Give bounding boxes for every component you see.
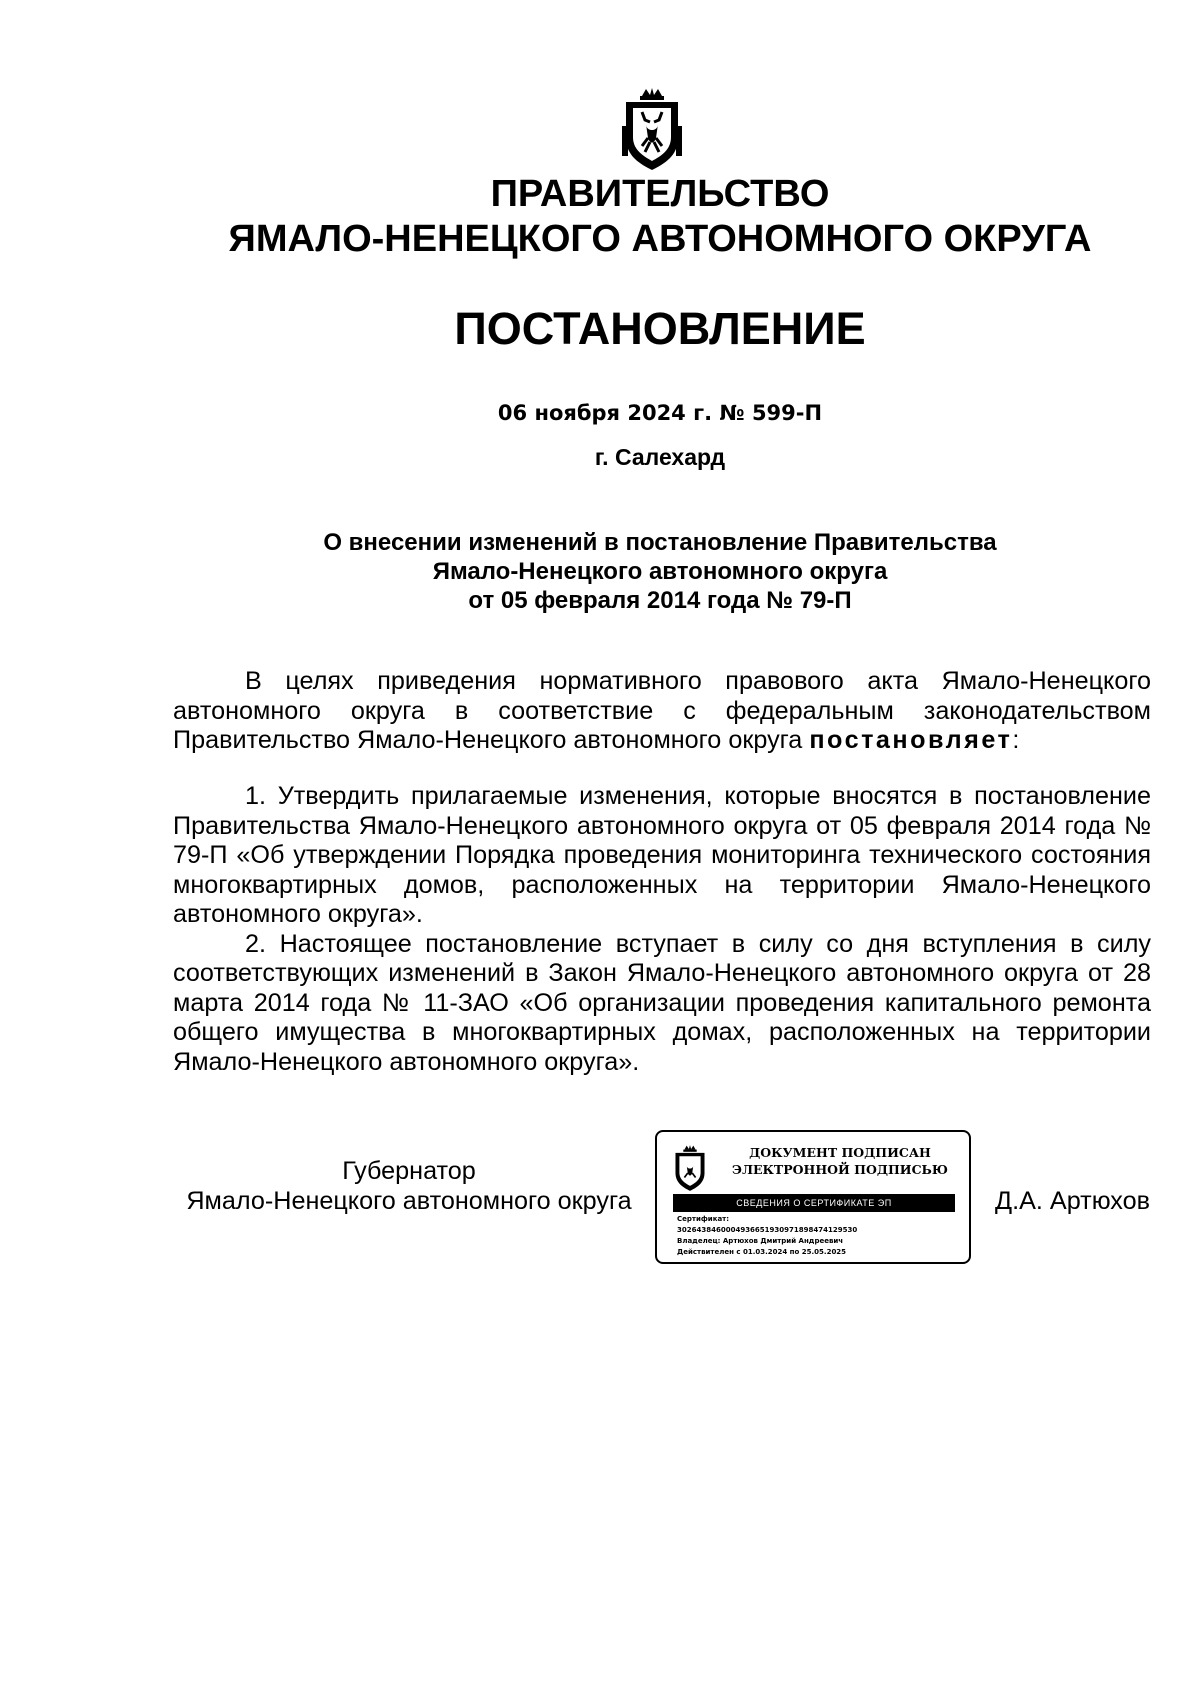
document-subject (0, 528, 1200, 615)
document-city: г. Салехард (594, 444, 726, 470)
stamp-heading (715, 1144, 965, 1178)
signatory-title-line-1: Губернатор (342, 1157, 476, 1185)
decree-item-2: 2. Настоящее постановление вступает в силу со дня вступления в силу соответствующих изменений в Закон Ямало-Ненецкого автономного округа от 28 марта 2014 года № 11-ЗАО «Об организации проведения капитального ремонта общего имущества в многоквартирных домах, расположенных на территории Ямало-Ненецкого автономного округа». (173, 929, 1151, 1076)
preamble-keyword: постановляет (809, 726, 1013, 754)
org-line-2: ЯМАЛО-НЕНЕЦКОГО АВТОНОМНОГО ОКРУГА (228, 218, 1092, 260)
preamble-paragraph (173, 667, 1151, 756)
organization-name (0, 172, 1200, 262)
org-line-1: ПРАВИТЕЛЬСТВО (490, 173, 830, 215)
subject-line-1: О внесении изменений в постановление Правительства (323, 529, 997, 556)
document-type: ПОСТАНОВЛЕНИЕ (454, 303, 866, 354)
preamble-end: : (1012, 726, 1020, 754)
signatory-name: Д.А. Артюхов (995, 1187, 1150, 1215)
decree-item-1: 1. Утвердить прилагаемые изменения, которые вносятся в постановление Правительства Ямало-Ненецкого автономного округа от 05 февраля 2014 года № 79-П «Об утверждении Порядка проведения мониторинга технического состояния многоквартирных домов, расположенных на территории Ямало-Ненецкого автономного округа». (173, 782, 1151, 928)
stamp-heading-line-1: ДОКУМЕНТ ПОДПИСАН (749, 1145, 931, 1160)
preamble (173, 667, 1151, 756)
stamp-heading-line-2: ЭЛЕКТРОННОЙ ПОДПИСЬЮ (732, 1162, 948, 1177)
stamp-details (677, 1214, 963, 1258)
stamp-crest-icon (671, 1144, 709, 1192)
stamp-cert-value: 3026438460004936651930971898474129530 (677, 1226, 858, 1234)
coat-of-arms-icon (620, 86, 684, 172)
signatory-title-line-2: Ямало-Ненецкого автономного округа (186, 1187, 632, 1215)
stamp-cert-label: Сертификат: (677, 1215, 730, 1223)
electronic-signature-stamp (655, 1130, 971, 1264)
preamble-text: В целях приведения нормативного правового акта Ямало-Ненецкого автономного округа в соответствие с федеральным законодательством Правительство Ямало-Ненецкого автономного округа (173, 667, 1151, 754)
stamp-certificate-bar: СВЕДЕНИЯ О СЕРТИФИКАТЕ ЭП (673, 1194, 955, 1212)
stamp-validity: Действителен с 01.03.2024 по 25.05.2025 (677, 1248, 847, 1256)
subject-line-2: Ямало-Ненецкого автономного округа (432, 558, 888, 585)
subject-line-3: от 05 февраля 2014 года № 79-П (468, 587, 852, 614)
decree-items (173, 782, 1151, 1077)
signatory-title (173, 1156, 645, 1216)
document-number: 06 ноября 2024 г. № 599-П (497, 401, 823, 425)
stamp-owner: Владелец: Артюхов Дмитрий Андреевич (677, 1237, 844, 1245)
